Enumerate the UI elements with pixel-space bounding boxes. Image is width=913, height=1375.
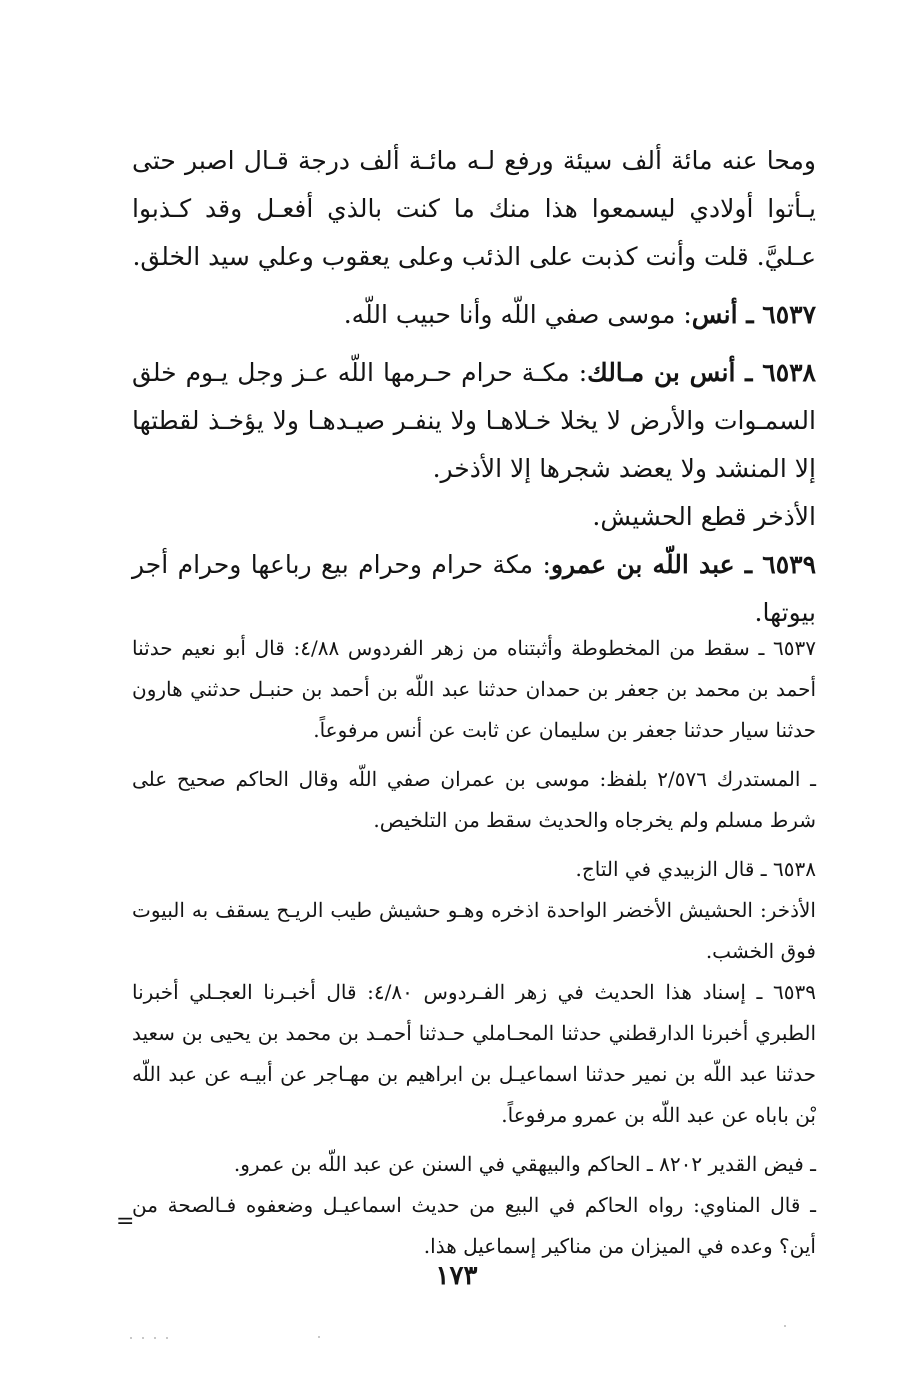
hadith-text: : مكـة حرام حـرمها اللّه عـز وجل يـوم خلق السمـوات والأرض لا يخلا خـلاهـا ولا ينفـر صيـدهـا ولا يؤخـذ لقطتها إلا المنشد ولا يعضد شجرها إلا الأذخر. <box>132 358 816 483</box>
paragraph-continuation: ومحا عنه مائة ألف سيئة ورفع لـه مائـة ألف درجة قـال اصبر حتى يـأتوا أولادي ليسمعوا هذا منك ما كنت بالذي أفعـل وقد كـذبوا عـليَّ. قلت وأنت كذبت على الذئب وعلى يعقوب وعلي سيد الخلق. <box>132 146 816 271</box>
hadith-text: : موسى صفي اللّه وأنا حبيب اللّه. <box>343 300 692 329</box>
hadith-6538 <box>132 349 816 493</box>
scan-speck <box>142 1337 144 1339</box>
explanation-line: الأذخر قطع الحشيش. <box>592 502 816 531</box>
footnote-6538: ٦٥٣٨ ـ قال الزبيدي في التاج. <box>575 857 816 881</box>
footnote-6537: ٦٥٣٧ ـ سقط من المخطوطة وأثبتناه من زهر الفردوس ٤/٨٨: قال أبو نعيم حدثنا أحمد بن محمد بن جعفر بن حمدان حدثنا عبد اللّه بن أحمد بن حنبـل حدثني هارون حدثنا سيار حدثنا جعفر بن سليمان عن ثابت عن أنس مرفوعاً. <box>132 636 816 742</box>
hadith-6539 <box>132 541 816 637</box>
page-number: ١٧٣ <box>435 1261 478 1291</box>
footnote-mustadrak: ـ المستدرك ٢/٥٧٦ بلفظ: موسى بن عمران صفي اللّه وقال الحاكم صحيح على شرط مسلم ولم يخرجاه والحديث سقط من التلخيص. <box>132 767 816 832</box>
hadith-6537 <box>132 291 816 339</box>
main-text <box>132 137 816 637</box>
scan-speck <box>130 1337 132 1339</box>
footnote-6539: ٦٥٣٩ ـ إسناد هذا الحديث في زهر الفـردوس ٤/٨٠: قال أخبـرنا العجـلي أخبرنا الطبري أخبرنا الدارقطني حدثنا المحـاملي حـدثنا أحمـد بن محمد بن يحيى بن سعيد حدثنا عبد اللّه بن نمير حدثنا اسماعيـل بن ابراهيم بن مهـاجر عن أبيـه عن عبد اللّه بْن باباه عن عبد اللّه بن عمرو مرفوعاً. <box>132 980 816 1127</box>
footnotes <box>132 628 816 1267</box>
footnote-munawi: ـ قال المناوي: رواه الحاكم في البيع من حديث اسماعيـل وضعفوه فـالصحة من أين؟ وعده في الميزان من مناكير إسماعيل هذا. <box>132 1193 816 1258</box>
scan-speck <box>166 1337 168 1339</box>
footnote-faydh: ـ فيض القدير ٨٢٠٢ ـ الحاكم والبيهقي في السنن عن عبد اللّه بن عمرو. <box>233 1152 816 1176</box>
footnote-idhkhir-definition: الأذخر: الحشيش الأخضر الواحدة اذخره وهـو حشيش طيب الريـح يسقف به البيوت فوق الخشب. <box>132 898 816 963</box>
hadith-number-narrator: ٦٥٣٨ ـ أنس بن مـالك <box>587 358 816 387</box>
scan-speck <box>318 1336 320 1338</box>
scan-speck <box>154 1337 156 1339</box>
scan-speck <box>784 1325 786 1327</box>
continuation-mark: = <box>116 1209 135 1234</box>
hadith-text: : مكة حرام وحرام بيع رباعها وحرام أجر بيوتها. <box>132 550 816 627</box>
hadith-number-narrator: ٦٥٣٧ ـ أنس <box>691 300 816 329</box>
hadith-number-narrator: ٦٥٣٩ ـ عبد اللّه بن عمرو <box>550 550 816 579</box>
